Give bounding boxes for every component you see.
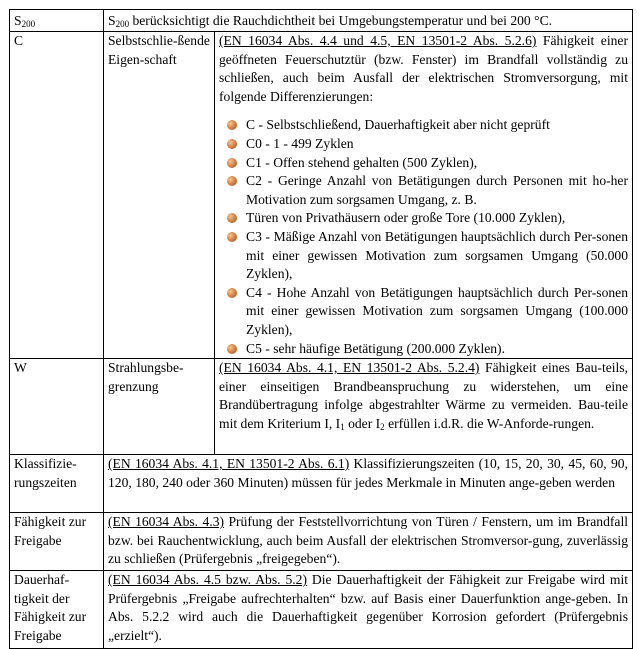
freigabe-name: Fähigkeit zur Freigabe	[14, 514, 87, 548]
list-item: C - Selbstschließend, Dauerhaftigkeit aber nicht geprüft	[227, 116, 628, 135]
s200-desc-sub: 200	[115, 19, 130, 29]
w-code-cell	[10, 359, 104, 455]
list-item: C2 - Geringe Anzahl von Betätigungen durch Personen mit ho-her Motivation zum sorgsamen Umgang, z. B.	[227, 172, 628, 209]
table-row-klassifizierungszeiten	[10, 455, 633, 513]
w-description-cell: (EN 16034 Abs. 4.1, EN 13501-2 Abs. 5.2.4) Fähigkeit eines Bau-teils, einer einseitigen Brandbeanspruchung zu widerstehen, um eine Brandübertragung infolge abgestrahlter Wärme zu vermeiden. Bau-teile mit dem Kriterium I, $I_1$ oder $I_2$ erfüllen i.d.R. die W-Anforde-rungen.	[215, 359, 633, 455]
klass-description-cell: (EN 16034 Abs. 4.1, EN 13501-2 Abs. 6.1) Klassifizierungszeiten (10, 15, 20, 30, 45, 60, 90, 120, 180, 240 oder 360 Minuten) müssen für jedes Merkmale in Minuten ange-geben werden	[104, 455, 633, 513]
bullet-icon	[227, 288, 237, 298]
s200-code: S	[14, 13, 22, 28]
dauer-description-cell: (EN 16034 Abs. 4.5 bzw. Abs. 5.2) Die Dauerhaftigkeit der Fähigkeit zur Freigabe wird mit Prüfergebnis „Freigabe aufrechterhalten“ bzw. auf Basis einer Dauerfunktion ange-geben. In Abs. 5.2.2 wird auch die Dauerhaftigkeit gegenüber Korrosion gefordert (Prüfergebnis „erzielt“).	[104, 571, 633, 649]
s200-desc-main: S	[108, 13, 116, 28]
w-norm-reference: (EN 16034 Abs. 4.1, EN 13501-2 Abs. 5.2.4)	[219, 360, 480, 376]
w-code: W	[14, 360, 27, 376]
table-row-freigabe	[10, 513, 633, 571]
bullet-icon	[227, 213, 237, 223]
c-code-cell	[10, 32, 104, 359]
c-description-cell	[215, 32, 633, 359]
c-description-text: Fähigkeit einer geöffneten Feuerschutztür (bzw. Fenster) im Brandfall vollständig zu schließen, auch beim Ausfall der elektrischen Stromversorgung, mit folgende Differenzierungen:	[219, 33, 628, 104]
s200-description-cell	[104, 10, 633, 32]
table-row-c	[10, 32, 633, 359]
w-name-cell	[104, 359, 215, 455]
list-item: C0 - 1 - 499 Zyklen	[227, 135, 628, 154]
c-differentiation-list	[219, 116, 628, 358]
bullet-icon	[227, 232, 237, 242]
c-code: C	[14, 33, 24, 48]
dauer-norm-reference: (EN 16034 Abs. 4.5 bzw. Abs. 5.2)	[108, 572, 307, 588]
list-item: C5 - sehr häufige Betätigung (200.000 Zyklen).	[227, 340, 628, 359]
list-item: Türen von Privathäusern oder große Tore (10.000 Zyklen),	[227, 209, 628, 228]
classification-table	[9, 9, 633, 649]
bullet-icon	[227, 158, 237, 168]
dauer-name-cell	[10, 571, 104, 649]
list-item: C1 - Offen stehend gehalten (500 Zyklen),	[227, 154, 628, 173]
table-row-w	[10, 359, 633, 455]
klass-name: Klassifizie-rungszeiten	[14, 456, 77, 490]
s200-code-cell	[10, 10, 104, 32]
freigabe-norm-reference: (EN 16034 Abs. 4.3)	[108, 514, 225, 530]
table-row-dauerhaftigkeit	[10, 571, 633, 649]
c-name-cell	[104, 32, 215, 359]
klass-name-cell	[10, 455, 104, 513]
c-name: Selbstschlie-ßende Eigen-schaft	[108, 33, 210, 67]
table-row-s200	[10, 10, 633, 32]
bullet-icon	[227, 344, 237, 354]
s200-code-sub: 200	[21, 19, 36, 29]
bullet-icon	[227, 139, 237, 149]
dauer-name: Dauerhaf-tigkeit der Fähigkeit zur Freigabe	[14, 572, 87, 643]
c-norm-reference: (EN 16034 Abs. 4.4 und 4.5, EN 13501-2 Abs. 5.2.6)	[219, 33, 537, 48]
w-name: Strahlungsbe-grenzung	[108, 360, 184, 394]
freigabe-description-cell: (EN 16034 Abs. 4.3) Prüfung der Feststellvorrichtung von Türen / Fenstern, um im Brandfall bzw. bei Rauchentwicklung, auch beim Ausfall der elektrischen Stromversor-gung, zuverlässig zu schließen (Prüfergebnis „freigegeben“).	[104, 513, 633, 571]
bullet-icon	[227, 176, 237, 186]
list-item: C4 - Hohe Anzahl von Betätigungen hauptsächlich durch Per-sonen mit einer gewissen Motivation zum sorgsamen Umgang (100.000 Zyklen),	[227, 284, 628, 340]
freigabe-name-cell	[10, 513, 104, 571]
bullet-icon	[227, 120, 237, 130]
klass-norm-reference: (EN 16034 Abs. 4.1, EN 13501-2 Abs. 6.1)	[108, 456, 350, 472]
list-item: C3 - Mäßige Anzahl von Betätigungen hauptsächlich durch Per-sonen mit einer gewissen Motivation zum sorgsamen Umgang (50.000 Zyklen),	[227, 228, 628, 284]
s200-desc-text: berücksichtigt die Rauchdichtheit bei Umgebungstemperatur und bei 200 °C.	[129, 13, 553, 28]
